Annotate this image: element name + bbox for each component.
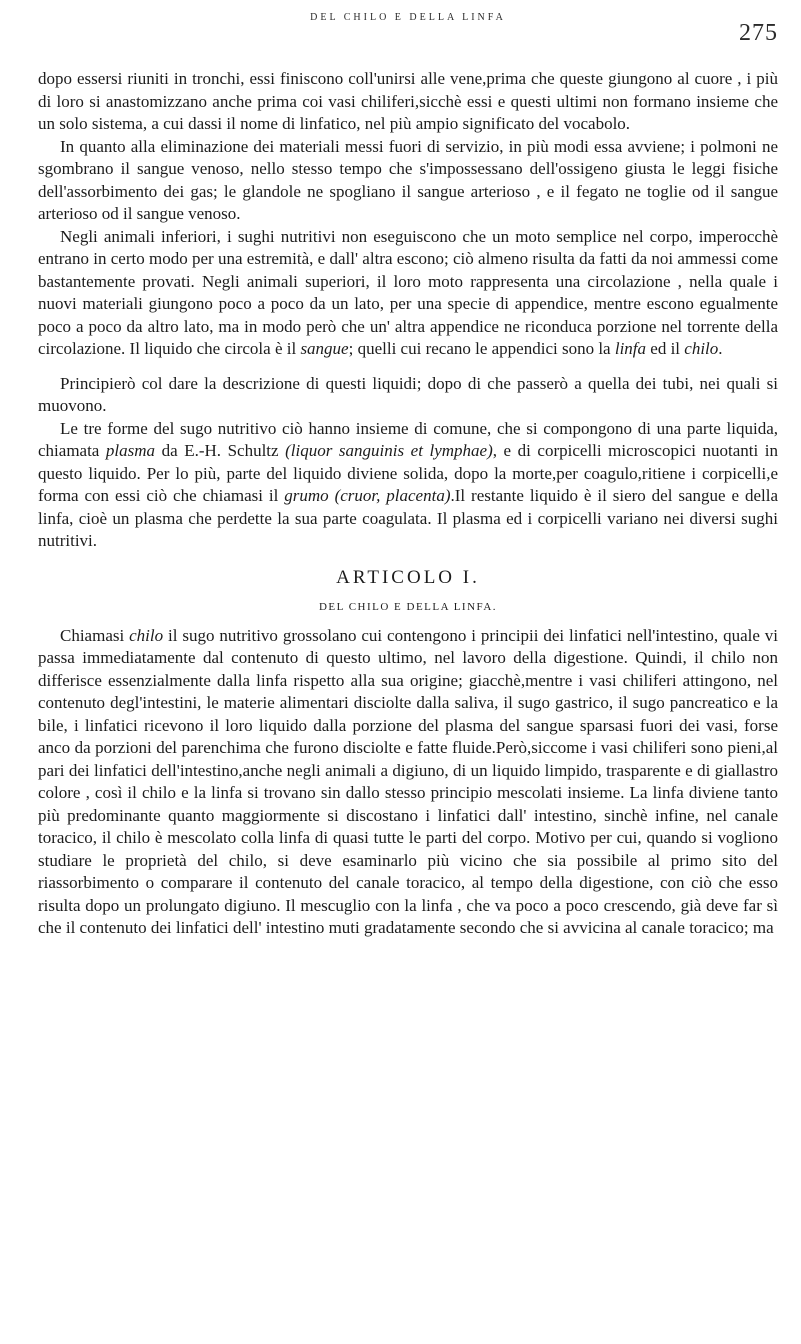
paragraph-elimination: In quanto alla eliminazione dei materiali messi fuori di servizio, in più modi essa avviene; i polmoni ne sgombrano il sangue venoso, nello stesso tempo che s'impossessano dell'ossigeno giusta le leggi fisiche dell'assorbimento dei gas; le glandole ne spogliano il sangue arterioso , e il fegato ne toglie od il sangue arterioso od il sangue venoso. — [38, 136, 778, 223]
paragraph-animals — [38, 226, 778, 361]
text-run: ed il — [646, 339, 685, 358]
text-run: . — [718, 339, 723, 358]
paragraph-plan: Principierò col dare la descrizione di questi liquidi; dopo di che passerò a quella dei tubi, nei quali si muovono. — [38, 373, 778, 415]
term-plasma: plasma — [105, 441, 156, 460]
article-subtitle: DEL CHILO E DELLA LINFA. — [318, 600, 498, 613]
text-run: da E.-H. Schultz — [155, 441, 286, 460]
book-page — [38, 8, 778, 1338]
spacer — [38, 361, 778, 373]
term-liquor: (liquor sanguinis et lymphae) — [285, 441, 493, 460]
running-header — [38, 8, 778, 68]
text-run: .Il restante liquido è il siero del sangue e della linfa, cioè un plasma che perdette la sua parte coagulata. Il plasma ed i corpicelli variano nei diversi sughi nutritivi. — [38, 486, 778, 550]
text-run: Negli animali inferiori, i sughi nutritivi non eseguiscono che un moto semplice nel corpo, imperocchè entrano in certo modo per una estremità, e dall' altra escono; ciò almeno risulta da fatti da noi ammessi come bastantemente provati. Negli animali superiori, il loro moto rappresenta una circolazione , nella quale i nuovi materiali giungono poco a poco da un lato, per una specie di appendice, mentre escono egualmente poco a poco da altro lato, ma in modo però che un' altra appendice ne riconduca porzione nel torrente della circolazione. Il liquido che circola è il — [38, 226, 778, 358]
text-run: Le tre forme del sugo nutritivo ciò hanno insieme di comune, che si compongono di una parte liquida, chiamata — [38, 418, 778, 460]
page-number: 275 — [739, 20, 778, 46]
article-title: ARTICOLO I. — [336, 566, 480, 588]
term-chilo: chilo — [129, 625, 164, 645]
text-run: ; quelli cui recano le appendici sono la — [348, 339, 615, 358]
text-run: Chiamasi — [60, 625, 130, 645]
running-title: DEL CHILO E DELLA LINFA — [310, 12, 506, 23]
text-run: il sugo nutritivo grossolano cui contengono i principii dei linfatici nell'intestino, quale vi passa immediatamente dal contenuto di questo ultimo, nel lavoro della digestione. Quindi, il chilo non differisce essenzialmente dalla linfa rispetto alla sua origine; giacchè,mentre i vasi chiliferi attingono, nel contenuto degl'intestini, le materie alimentari disciolte dalla saliva, il sugo gastrico, il sugo pancreatico e la bile, i linfatici ricevono il loro liquido dalla porzione del plasma del sangue sparsasi fuori dei vasi, forse anco da porzioni del parenchima che furono disciolte e fatte fluide.Però,siccome i vasi chiliferi sono pieni,al pari dei linfatici dell'intestino,anche negli animali a digiuno, di un liquido limpido, trasparente e di giallastro colore , così il chilo e la linfa si trovano sin dallo stesso principio mescolati insieme. La linfa diviene tanto più predominante quanto maggiormente si discostano i linfatici dall' intestino, sinchè infine, nel canale toracico, il chilo è mescolato colla linfa di quasi tutte le parti del corpo. Motivo per cui, quando si vogliono studiare le proprietà del chilo, si deve esaminarlo più vicino che sia possibile al primo sito del riassorbimento o comparare il contenuto del canale toracico, al tempo della digestione, con ciò che esso risulta dopo un prolungato digiuno. Il mescuglio con la linfa , che va poco a poco crescendo, già deve far sì che il contenuto dei linfatici dell' intestino muti gradatamente secondo che si avvicina al canale toracico; ma — [38, 625, 779, 937]
paragraph-continued: dopo essersi riuniti in tronchi, essi finiscono coll'unirsi alle vene,prima che queste giungono al cuore , i più di loro si anastomizzano anche prima coi vasi chiliferi,sicchè essi e questi ultimi non formano insieme che un solo sistema, a cui dassi il nome di linfatico, nel più ampio significato del vocabolo. — [38, 69, 778, 133]
term-linfa: linfa — [614, 339, 647, 358]
paragraph-chilo-definition — [38, 625, 778, 940]
term-grumo: grumo (cruor, placenta) — [284, 486, 451, 505]
text-run: , e di corpicelli microscopici nuotanti in questo liquido. Per lo più, parte del liquido diviene solida, dopo la morte,per coagulo,ritiene i corpicelli,e forma con essi ciò che chiamasi il — [38, 441, 779, 505]
term-sangue: sangue — [300, 339, 349, 358]
paragraph-forms — [38, 418, 778, 553]
term-chilo: chilo — [684, 339, 719, 358]
